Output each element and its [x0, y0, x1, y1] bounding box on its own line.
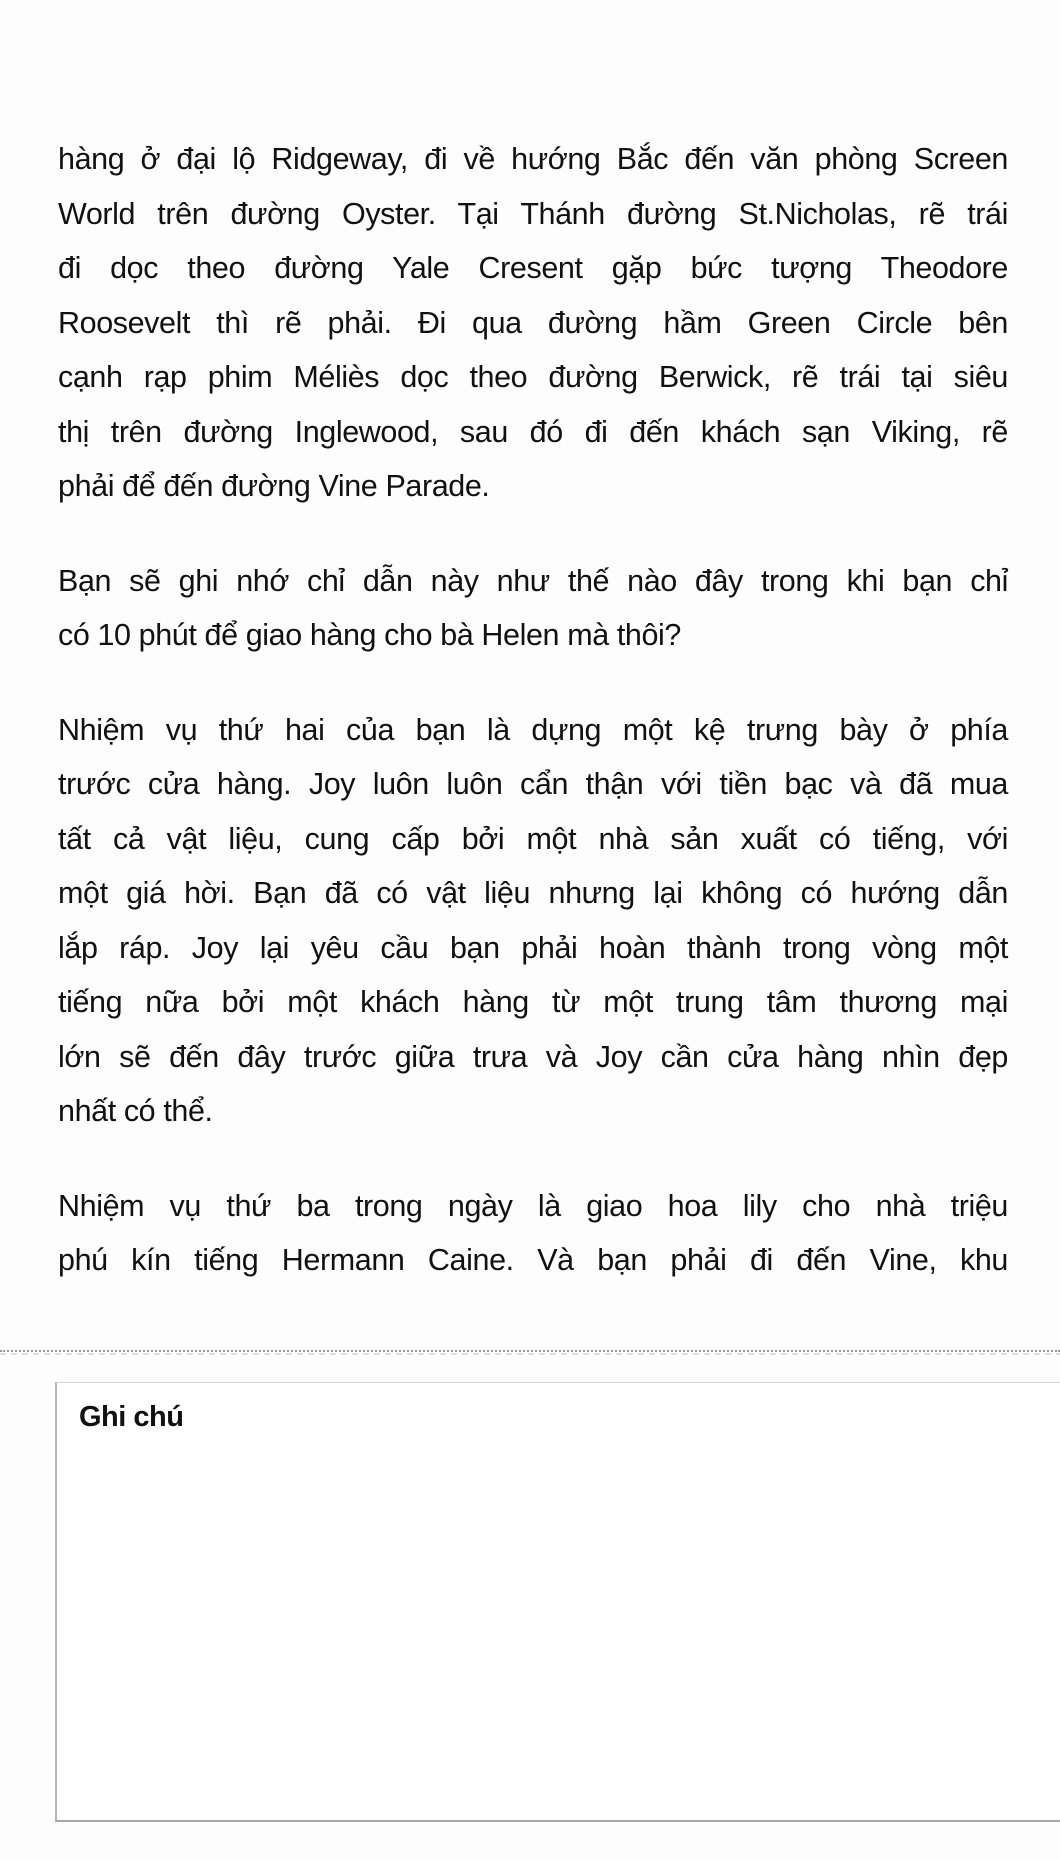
text-line: có 10 phút để giao hàng cho bà Helen mà thôi?	[58, 618, 681, 652]
text-line: hàng ở đại lộ Ridgeway, đi về hướng Bắc đến văn phòng Screen	[58, 142, 1008, 176]
text-line: World trên đường Oyster. Tại Thánh đường St.Nicholas, rẽ trái	[58, 196, 1008, 231]
text-line: lớn sẽ đến đây trước giữa trưa và Joy cần cửa hàng nhìn đẹp	[58, 1039, 1008, 1074]
notes-title: Ghi chú	[79, 1401, 184, 1433]
text-line: lắp ráp. Joy lại yêu cầu bạn phải hoàn thành trong vòng một	[58, 930, 1008, 965]
text-line: Roosevelt thì rẽ phải. Đi qua đường hầm Green Circle bên	[58, 305, 1008, 340]
notes-writing-area[interactable]	[77, 1453, 1050, 1810]
text-line: một giá hời. Bạn đã có vật liệu nhưng lại không có hướng dẫn	[58, 876, 1008, 910]
text-line: trước cửa hàng. Joy luôn luôn cẩn thận với tiền bạc và đã mua	[58, 767, 1008, 801]
paragraph-question	[58, 554, 1008, 663]
text-line: tất cả vật liệu, cung cấp bởi một nhà sản xuất có tiếng, với	[58, 821, 1008, 856]
text-line: thị trên đường Inglewood, sau đó đi đến khách sạn Viking, rẽ	[58, 414, 1008, 449]
paragraph-directions	[58, 132, 1008, 514]
text-line: phú kín tiếng Hermann Caine. Và bạn phải đi đến Vine, khu	[58, 1243, 1008, 1277]
text-line: Nhiệm vụ thứ ba trong ngày là giao hoa lily cho nhà triệu	[58, 1188, 1008, 1223]
text-line: Bạn sẽ ghi nhớ chỉ dẫn này như thế nào đây trong khi bạn chỉ	[58, 563, 1008, 598]
paragraph-second-task	[58, 703, 1008, 1139]
text-line: đi dọc theo đường Yale Cresent gặp bức tượng Theodore	[58, 251, 1008, 285]
text-line: Nhiệm vụ thứ hai của bạn là dựng một kệ trưng bày ở phía	[58, 712, 1008, 747]
page-divider-shadow	[0, 1353, 1060, 1355]
paragraph-third-task	[58, 1179, 1008, 1288]
body-text	[58, 132, 1008, 1328]
page-divider	[0, 1350, 1060, 1352]
text-line: nhất có thể.	[58, 1094, 213, 1128]
text-line: cạnh rạp phim Méliès dọc theo đường Berwick, rẽ trái tại siêu	[58, 360, 1008, 394]
notes-box	[55, 1382, 1060, 1822]
text-line: tiếng nữa bởi một khách hàng từ một trung tâm thương mại	[58, 985, 1008, 1019]
text-line: phải để đến đường Vine Parade.	[58, 469, 490, 503]
